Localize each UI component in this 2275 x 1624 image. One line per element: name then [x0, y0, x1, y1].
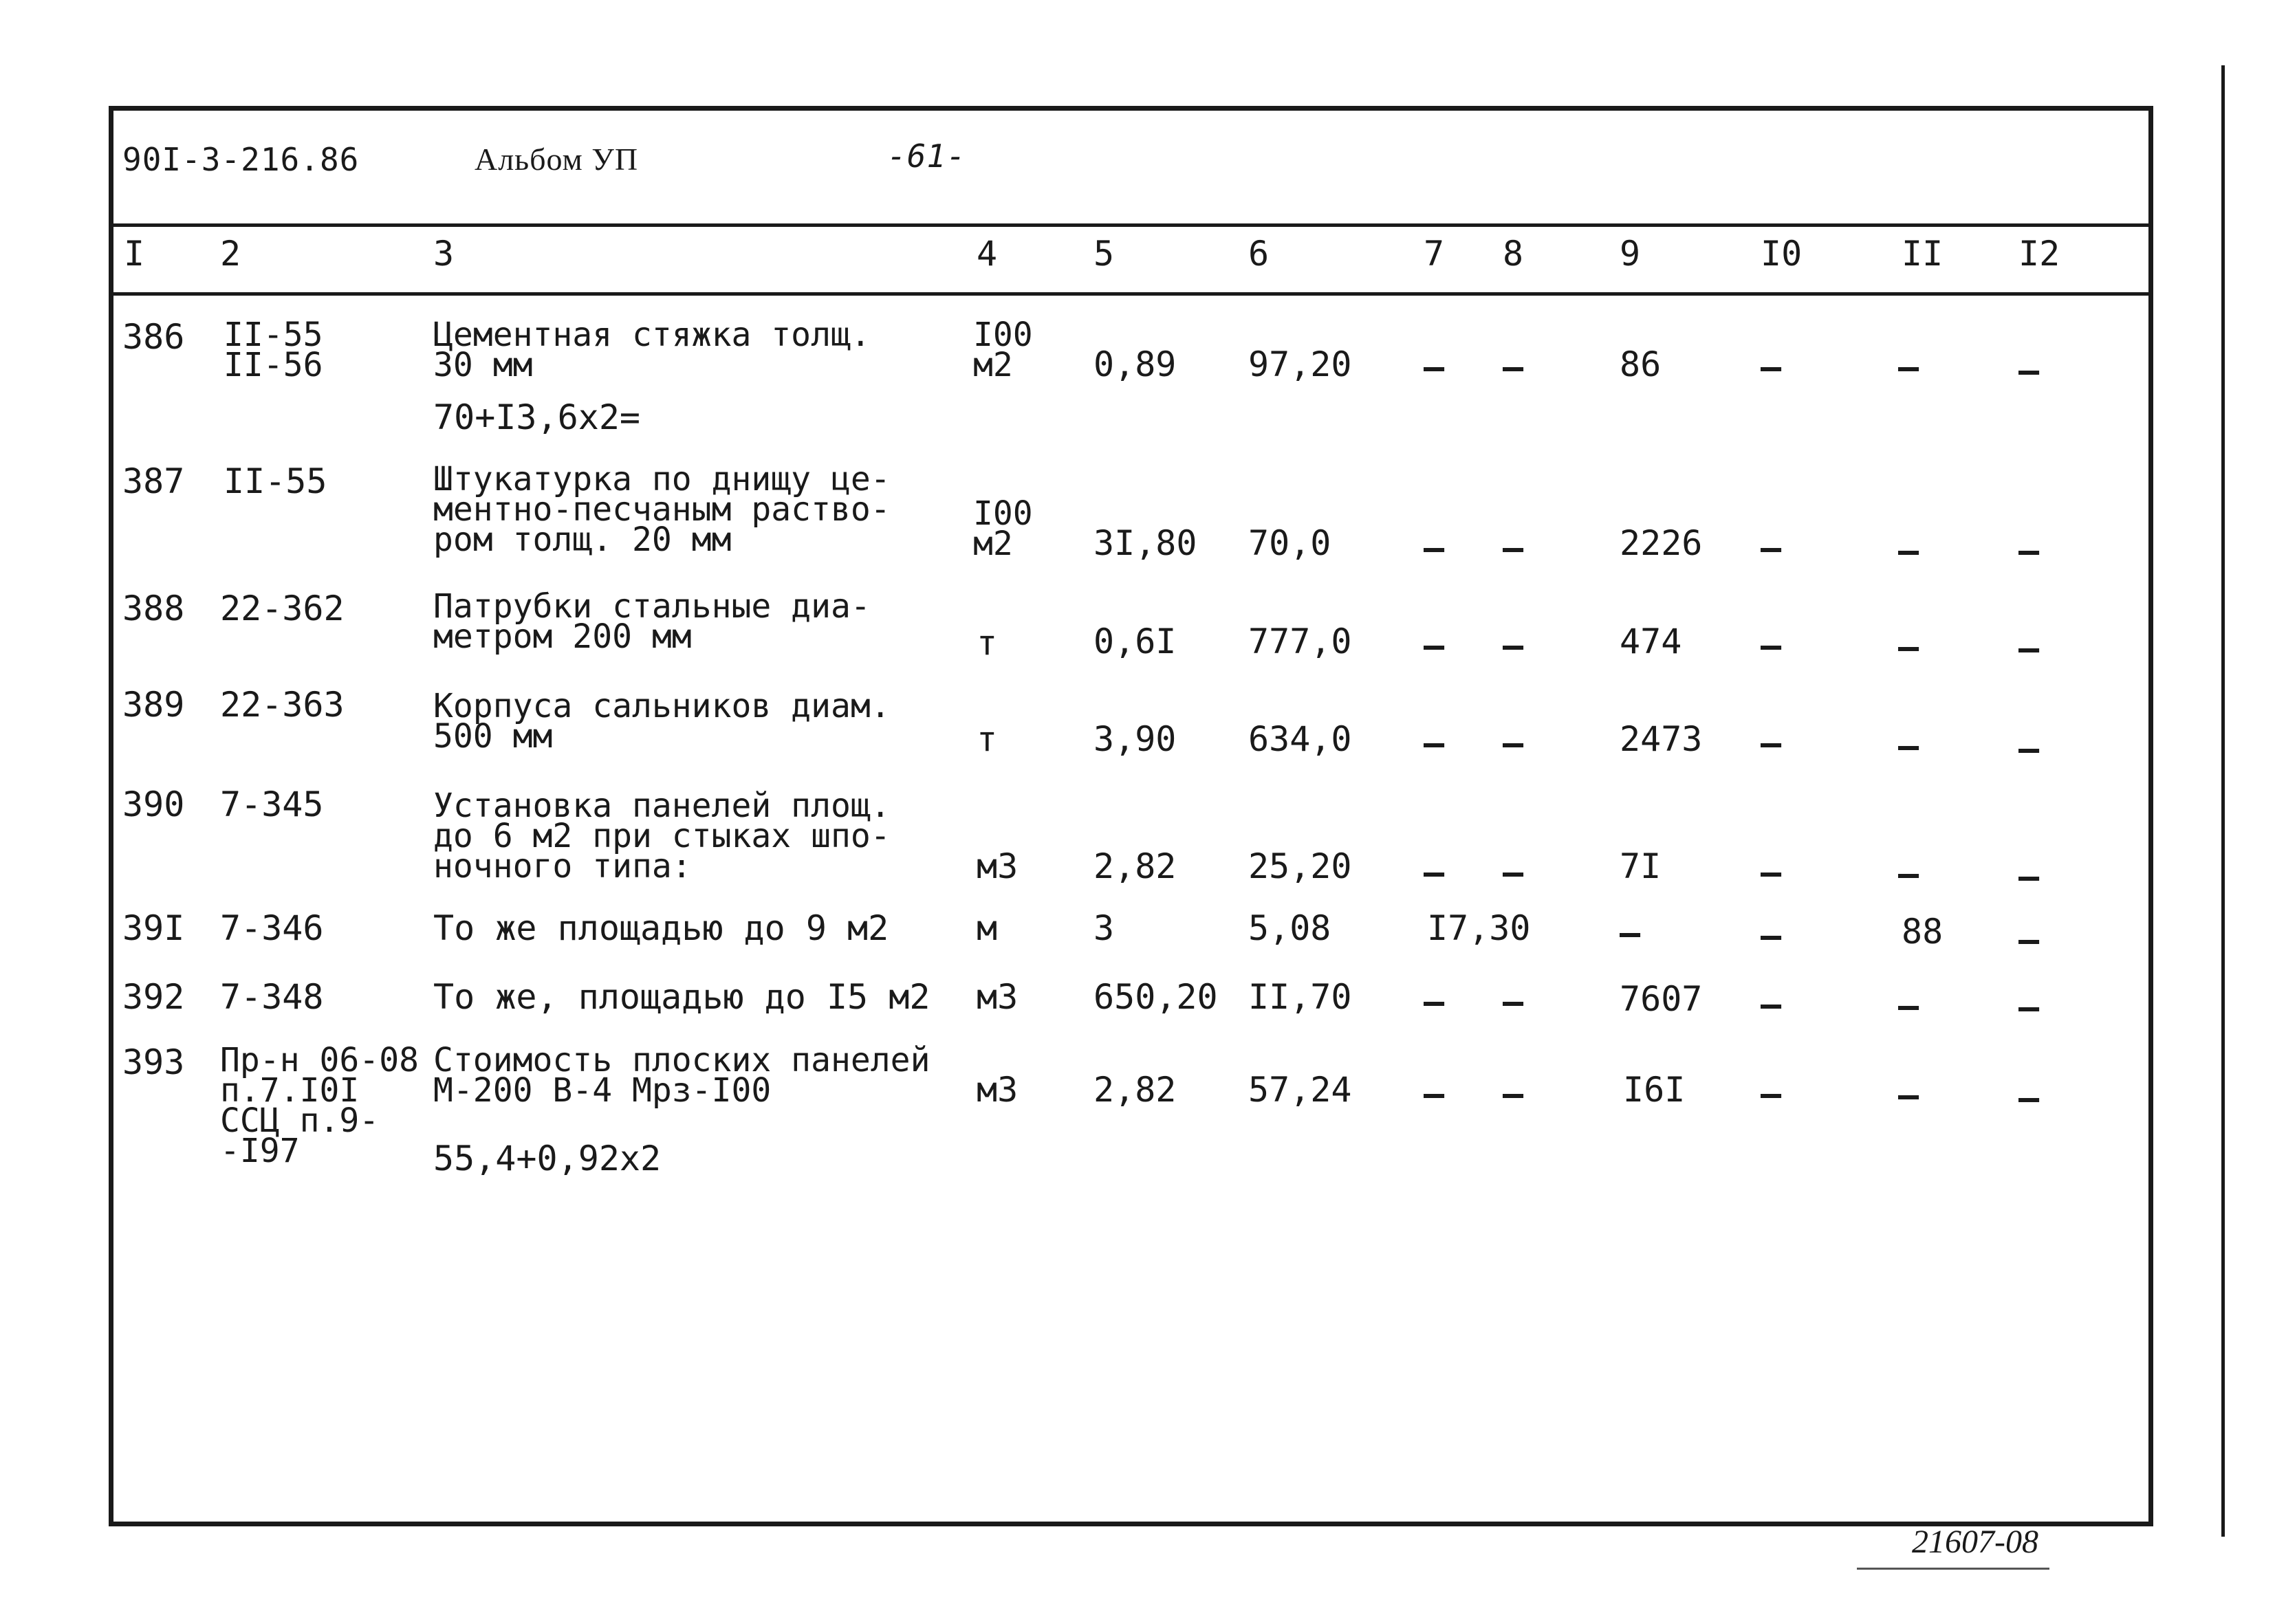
- row-col10: –: [1761, 347, 1782, 387]
- row-number: 39I: [122, 908, 185, 948]
- col-header-4: 4: [977, 234, 998, 274]
- row-col10: –: [1761, 853, 1782, 892]
- row-col8: –: [1503, 626, 1524, 666]
- row-description: Стоимость плоских панелей М-200 В-4 Мрз-I00: [433, 1041, 930, 1110]
- row-col7: –: [1424, 347, 1445, 387]
- row-col12: –: [2018, 857, 2040, 897]
- row-col9: 474: [1620, 622, 1682, 661]
- row-col12: –: [2018, 1078, 2040, 1118]
- page-number: -61-: [887, 138, 966, 175]
- col-header-9: 9: [1620, 234, 1641, 274]
- row-col5: 2,82: [1093, 1070, 1177, 1110]
- row-col11: –: [1898, 627, 1919, 667]
- col-header-2: 2: [220, 234, 241, 274]
- row-code: 22-363: [220, 685, 345, 725]
- row-description: Установка панелей площ. до 6 м2 при стыках шпо- ночного типа:: [433, 787, 891, 886]
- row-col5: 0,6I: [1093, 622, 1177, 661]
- row-col5: 3I,80: [1093, 523, 1197, 563]
- row-description: Корпуса сальников диам. 500 мм: [433, 687, 891, 756]
- row-code: Пр-н 06-08 п.7.I0I ССЦ п.9- -I97: [220, 1041, 419, 1170]
- row-col11: 88: [1902, 912, 1944, 952]
- col-header-11: II: [1902, 234, 1944, 274]
- row-col6: 25,20: [1248, 846, 1352, 886]
- row-col8: –: [1503, 528, 1524, 568]
- row-unit: м3: [977, 846, 1019, 886]
- row-number: 392: [122, 977, 185, 1017]
- row-col8: –: [1503, 723, 1524, 763]
- row-col12: –: [2018, 351, 2040, 391]
- row-number: 390: [122, 784, 185, 824]
- row-col7: –: [1424, 853, 1445, 892]
- row-number: 393: [122, 1042, 185, 1082]
- row-col6: 57,24: [1248, 1070, 1352, 1110]
- row-col6: II,70: [1248, 977, 1352, 1017]
- row-col10: –: [1761, 723, 1782, 763]
- row-code: 22-362: [220, 589, 345, 628]
- row-col8: –: [1503, 1074, 1524, 1114]
- col-header-6: 6: [1248, 234, 1270, 274]
- row-col9: 7607: [1620, 979, 1703, 1019]
- row-description: То же, площадью до I5 м2: [433, 977, 930, 1017]
- row-col12: –: [2018, 531, 2040, 571]
- row-description: Штукатурка по днищу це- ментно-песчаным раство- ром толщ. 20 мм: [433, 460, 891, 559]
- row-unit: м: [977, 908, 998, 948]
- row-number: 387: [122, 461, 185, 501]
- row-number: 386: [122, 317, 185, 357]
- col-header-12: I2: [2018, 234, 2060, 274]
- row-description: То же площадью до 9 м2: [433, 908, 889, 948]
- row-col6: 634,0: [1248, 719, 1352, 759]
- row-col6: 777,0: [1248, 622, 1352, 661]
- row-col11: –: [1898, 726, 1919, 766]
- stamp-code: 21607-08: [1912, 1524, 2038, 1560]
- row-col12: –: [2018, 920, 2040, 960]
- row-unit: I00 м2: [973, 494, 1033, 563]
- col-header-1: I: [124, 234, 145, 274]
- row-col9: I6I: [1623, 1070, 1686, 1110]
- col-header-7: 7: [1424, 234, 1445, 274]
- row-col6: 5,08: [1248, 908, 1331, 948]
- row-number: 389: [122, 685, 185, 725]
- row-col9: –: [1620, 913, 1641, 953]
- row-col10: –: [1761, 1074, 1782, 1114]
- row-col9: 86: [1620, 344, 1662, 384]
- row-col11: –: [1898, 347, 1919, 387]
- page-edge-line: [2221, 65, 2225, 1537]
- row-col9: 2473: [1620, 719, 1703, 759]
- row-description: Цементная стяжка толщ. 30 мм: [433, 316, 871, 384]
- row-number: 388: [122, 589, 185, 628]
- row-unit: т: [977, 623, 998, 663]
- row-col5: 650,20: [1093, 977, 1218, 1017]
- row-col7: –: [1424, 626, 1445, 666]
- col-header-10: I0: [1761, 234, 1803, 274]
- row-code: II-55: [224, 461, 327, 501]
- row-col10: –: [1761, 916, 1782, 956]
- row-col7: –: [1424, 1074, 1445, 1114]
- row-col7: –: [1424, 528, 1445, 568]
- document-code: 90I-3-216.86: [122, 141, 360, 178]
- row-col5: 0,89: [1093, 344, 1177, 384]
- col-header-8: 8: [1503, 234, 1524, 274]
- row-code: 7-345: [220, 784, 324, 824]
- row-col11: –: [1898, 1075, 1919, 1115]
- row-note: 55,4+0,92x2: [433, 1139, 662, 1178]
- row-col11: –: [1898, 531, 1919, 571]
- row-unit: м3: [977, 977, 1019, 1017]
- row-col7: I7,30: [1427, 908, 1531, 948]
- row-col12: –: [2018, 987, 2040, 1027]
- row-col9: 7I: [1620, 846, 1662, 886]
- row-col9: 2226: [1620, 523, 1703, 563]
- row-col6: 70,0: [1248, 523, 1331, 563]
- column-header-divider: [113, 292, 2149, 296]
- stamp-underline: [1857, 1568, 2049, 1570]
- row-col10: –: [1761, 985, 1782, 1024]
- row-col7: –: [1424, 723, 1445, 763]
- row-code: II-55 II-56: [224, 316, 323, 384]
- header-divider: [113, 223, 2149, 227]
- album-label: Альбом УП: [475, 142, 639, 177]
- row-col11: –: [1898, 854, 1919, 894]
- row-col10: –: [1761, 626, 1782, 666]
- row-col6: 97,20: [1248, 344, 1352, 384]
- row-col5: 3: [1093, 908, 1115, 948]
- col-header-5: 5: [1093, 234, 1115, 274]
- row-code: 7-348: [220, 977, 324, 1017]
- col-header-3: 3: [433, 234, 455, 274]
- row-unit: I00 м2: [973, 316, 1033, 384]
- row-unit: м3: [977, 1070, 1019, 1110]
- row-note: 70+I3,6x2=: [433, 397, 641, 437]
- row-col7: –: [1424, 982, 1445, 1022]
- row-col11: –: [1898, 986, 1919, 1026]
- row-col12: –: [2018, 628, 2040, 668]
- row-col8: –: [1503, 347, 1524, 387]
- row-description: Патрубки стальные диа- метром 200 мм: [433, 587, 871, 656]
- table-frame: [109, 106, 2153, 1526]
- row-col12: –: [2018, 729, 2040, 769]
- row-col8: –: [1503, 982, 1524, 1022]
- row-col5: 2,82: [1093, 846, 1177, 886]
- row-col8: –: [1503, 853, 1524, 892]
- row-col10: –: [1761, 528, 1782, 568]
- row-unit: т: [977, 719, 998, 759]
- row-col5: 3,90: [1093, 719, 1177, 759]
- row-code: 7-346: [220, 908, 324, 948]
